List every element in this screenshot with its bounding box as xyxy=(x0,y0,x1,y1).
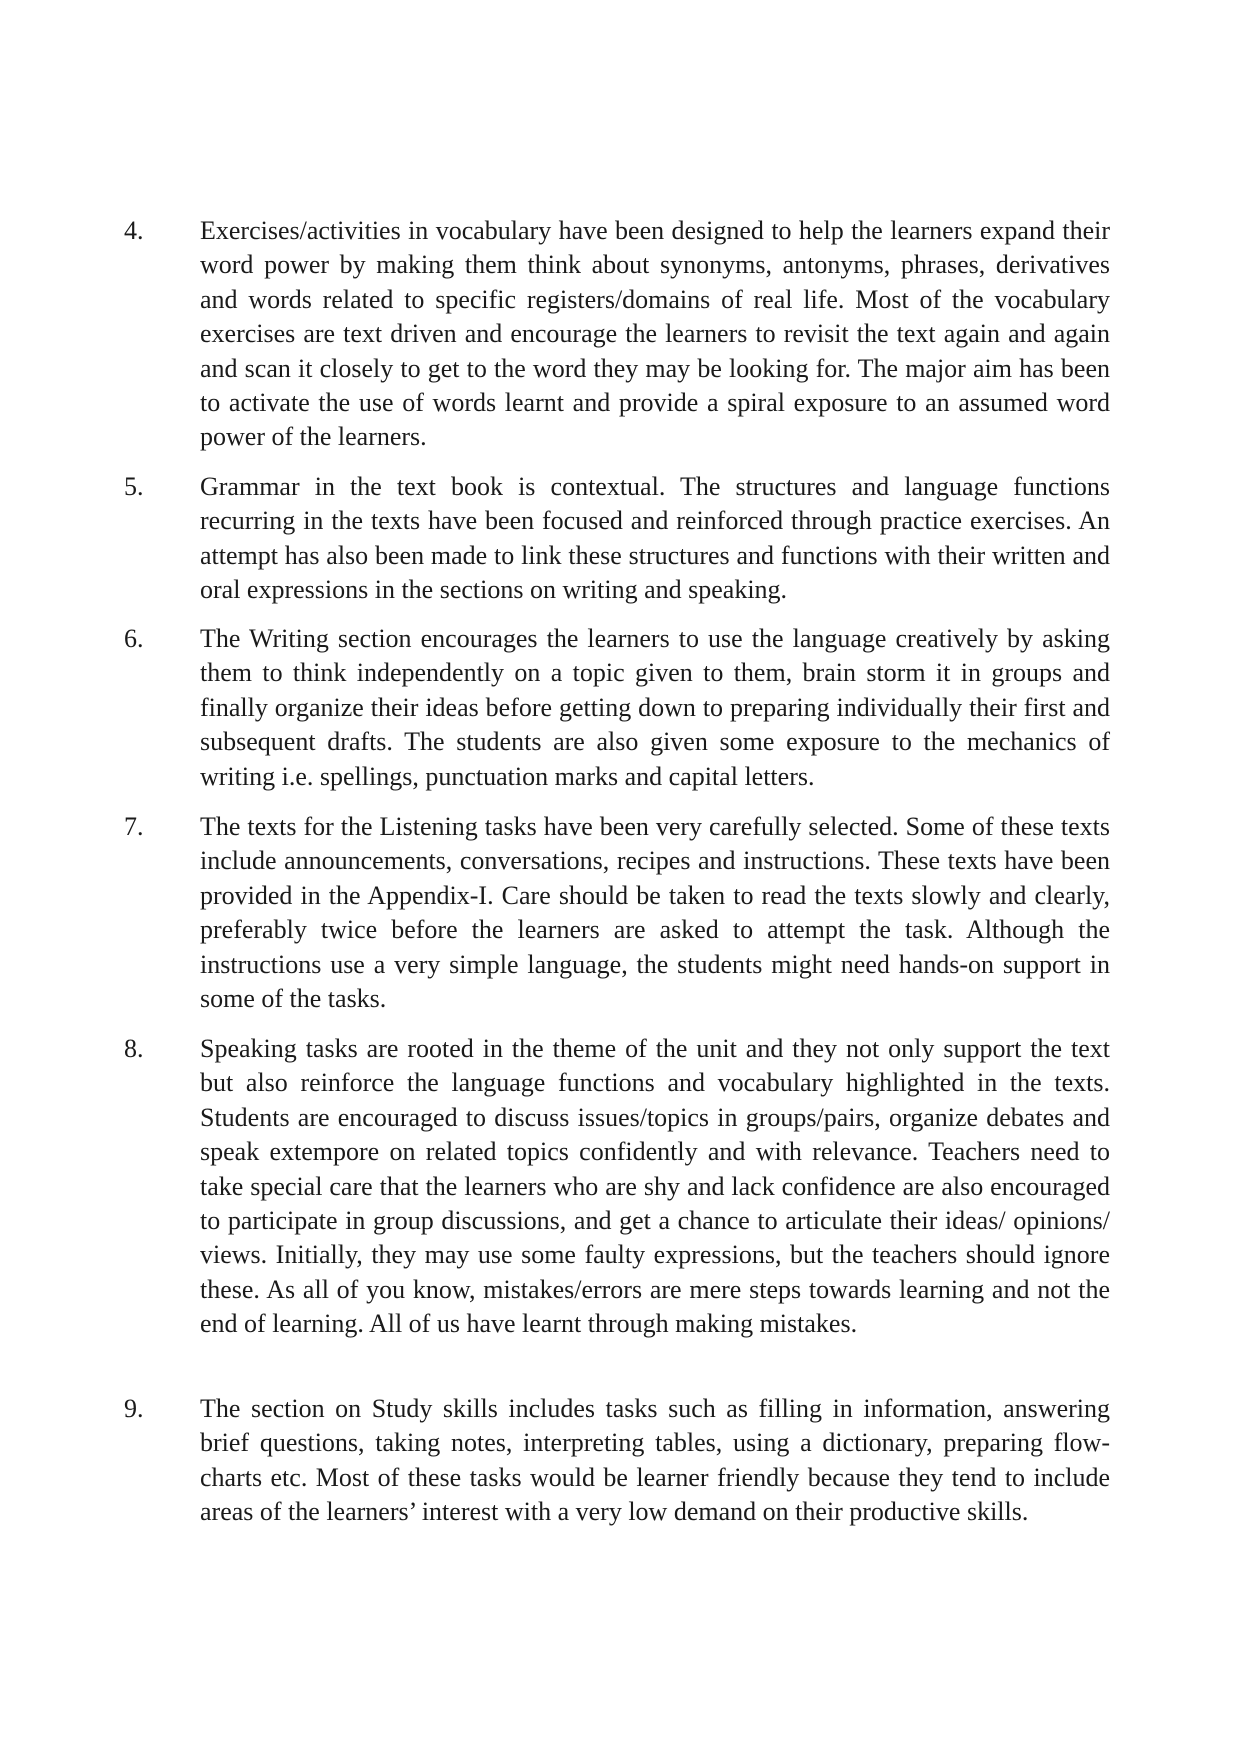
item-number: 4. xyxy=(124,216,144,245)
item-number: 6. xyxy=(124,624,144,653)
item-number: 5. xyxy=(124,472,144,501)
item-paragraph: The section on Study skills includes tasks such as filling in information, answering brief questions, taking notes, interpreting tables, using a dictionary, preparing flow-charts etc. Most of these tasks would be learner friendly because they tend to include areas of the learners’ interest with a very low demand on their productive skills. xyxy=(200,1394,1110,1527)
item-paragraph: Speaking tasks are rooted in the theme of the unit and they not only support the text but also reinforce the language functions and vocabulary highlighted in the texts. Students are encouraged to discuss issues/topics in groups/pairs, organize debates and speak extempore on related topics confidently and with relevance. Teachers need to take special care that the learners who are shy and lack confidence are also encouraged to participate in group discussions, and get a chance to articulate their ideas/ opinions/ views. Initially, they may use some faulty expressions, but the teachers should ignore these. As all of you know, mistakes/errors are mere steps towards learning and not the end of learning. All of us have learnt through making mistakes. xyxy=(200,1034,1110,1339)
item-number: 8. xyxy=(124,1034,144,1063)
item-number: 9. xyxy=(124,1394,144,1423)
item-paragraph: Grammar in the text book is contextual. The structures and language functions recurring in the texts have been focused and reinforced through practice exercises. An attempt has also been made to link these structures and functions with their written and oral expressions in the sections on writing and speaking. xyxy=(200,472,1110,605)
item-paragraph: The texts for the Listening tasks have been very carefully selected. Some of these texts include announcements, conversations, recipes and instructions. These texts have been provided in the Appendix-I. Care should be taken to read the texts slowly and clearly, preferably twice before the learners are asked to attempt the task. Although the instructions use a very simple language, the students might need hands-on support in some of the tasks. xyxy=(200,812,1110,1014)
item-paragraph: Exercises/activities in vocabulary have been designed to help the learners expand their word power by making them think about synonyms, antonyms, phrases, derivatives and words related to specific registers/domains of real life. Most of the vocabulary exercises are text driven and encourage the learners to revisit the text again and again and scan it closely to get to the word they may be looking for. The major aim has been to activate the use of words learnt and provide a spiral exposure to an assumed word power of the learners. xyxy=(200,216,1110,452)
item-number: 7. xyxy=(124,812,144,841)
item-paragraph: The Writing section encourages the learners to use the language creatively by asking them to think independently on a topic given to them, brain storm it in groups and finally organize their ideas before getting down to preparing individually their first and subsequent drafts. The students are also given some exposure to the mechanics of writing i.e. spellings, punctuation marks and capital letters. xyxy=(200,624,1110,791)
